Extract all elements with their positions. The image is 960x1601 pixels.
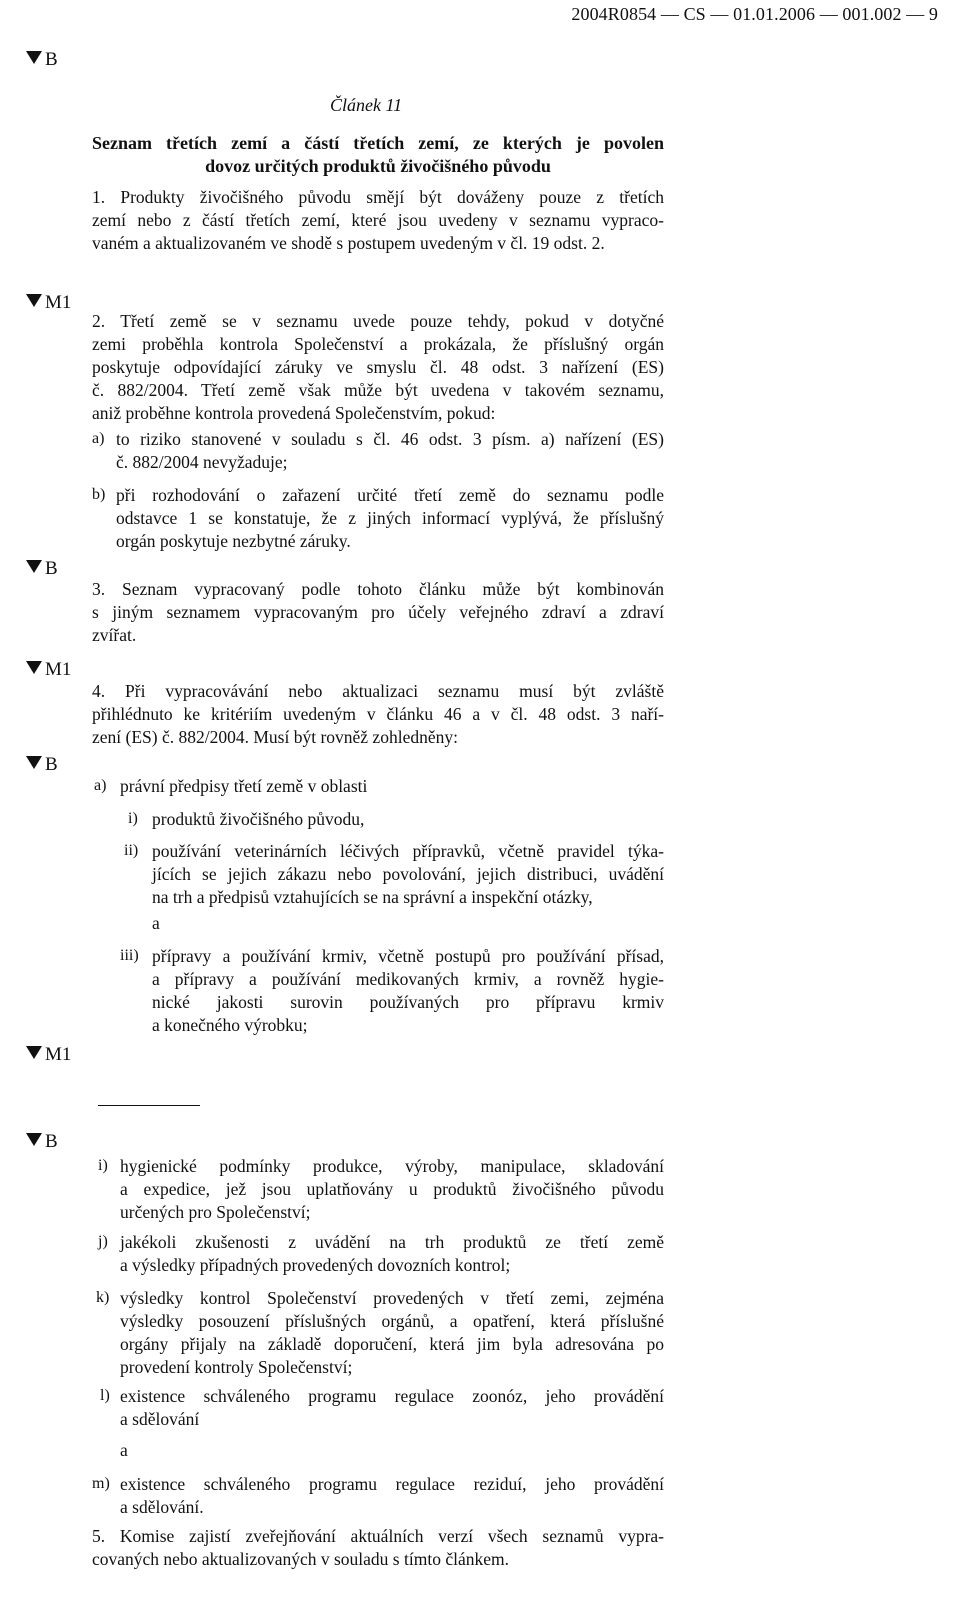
triangle-down-icon [26,1133,42,1146]
marker-b: B [26,49,58,71]
conjunction-and: a [120,1440,128,1460]
list-item: m) existence schváleného programu regulace reziduí, jeho provádění a sdělování. [92,1474,664,1517]
list-item: i) hygienické podmínky produkce, výroby, manipulace, skladování a expedice, jež jsou uplatňovány u produktů živočišného původu určených pro Společenství; [98,1156,664,1222]
triangle-down-icon [26,294,42,307]
list-item: l) existence schváleného programu regulace zoonóz, jeho provádění a sdělování [100,1386,664,1429]
triangle-down-icon [26,51,42,64]
article-title-line: Seznam třetích zemí a částí třetích zemí, ze kterých je povolen [92,133,664,153]
paragraph-1: 1. Produkty živočišného původu smějí být dováženy pouze z třetích zemí nebo z částí třetích zemí, které jsou uvedeny v seznamu vypraco- vaném a aktualizovaném ve shodě s postupem uvedeným v čl. 19 odst. 2. [92,187,664,253]
paragraph-4: 4. Při vypracovávání nebo aktualizaci seznamu musí být zvláště přihlédnuto ke kritériím uvedeným v článku 46 a v čl. 48 odst. 3 naří- zení (ES) č. 882/2004. Musí být rovněž zohledněny: [92,681,664,747]
marker-m1: M1 [26,292,71,314]
list-item: a) to riziko stanovené v souladu s čl. 46 odst. 3 písm. a) nařízení (ES) č. 882/2004 nevyžaduje; [92,429,664,472]
separator-rule [98,1105,200,1106]
list-item: a) právní předpisy třetí země v oblasti [94,776,368,796]
list-item: b) při rozhodování o zařazení určité třetí země do seznamu podle odstavce 1 se konstatuje, že z jiných informací vyplývá, že příslušný orgán poskytuje nezbytné záruky. [92,485,664,551]
list-item: iii) přípravy a používání krmiv, včetně postupů pro používání přísad, a přípravy a používání medikovaných krmiv, a rovněž hygie- nické jakosti surovin používaných pro přípravu krmiv a konečného výrobku; [120,946,664,1035]
marker-b: B [26,1131,58,1153]
marker-m1: M1 [26,1044,71,1066]
marker-b: B [26,558,58,580]
conjunction-and: a [152,913,160,933]
paragraph-5: 5. Komise zajistí zveřejňování aktuálních verzí všech seznamů vypra- covaných nebo aktualizovaných v souladu s tímto článkem. [92,1526,664,1569]
triangle-down-icon [26,560,42,573]
triangle-down-icon [26,756,42,769]
list-item: ii) používání veterinárních léčivých přípravků, včetně pravidel týka- jících se jejich zákazu nebo povolování, jejich distribuci, uvádění na trh a předpisů vztahujících se na správní a inspekční otázky, [124,841,664,907]
marker-m1: M1 [26,659,71,681]
triangle-down-icon [26,661,42,674]
triangle-down-icon [26,1046,42,1059]
article-label: Článek 11 [330,95,403,115]
list-item: k) výsledky kontrol Společenství provedených v třetí zemi, zejména výsledky posouzení příslušných orgánů, a opatření, která příslušné orgány přijaly na základě doporučení, která jim byla adresována po provedení kontroly Společenství; [96,1288,664,1377]
page-header: 2004R0854 — CS — 01.01.2006 — 001.002 — 9 [571,4,938,24]
article-title-line: dovoz určitých produktů živočišného původu [205,156,551,176]
paragraph-2: 2. Třetí země se v seznamu uvede pouze tehdy, pokud v dotyčné zemi proběhla kontrola Společenství a prokázala, že příslušný orgán poskytuje odpovídající záruky ve smyslu čl. 48 odst. 3 nařízení (ES) č. 882/2004. Třetí země však může být uvedena v takovém seznamu, aniž proběhne kontrola provedená Společenstvím, pokud: [92,311,664,423]
list-item: i) produktů živočišného původu, [128,809,365,829]
marker-b: B [26,754,58,776]
list-item: j) jakékoli zkušenosti z uvádění na trh produktů ze třetí země a výsledky případných provedených dovozních kontrol; [98,1232,664,1275]
paragraph-3: 3. Seznam vypracovaný podle tohoto článku může být kombinován s jiným seznamem vypracovaným pro účely veřejného zdraví a zdraví zvířat. [92,579,664,645]
